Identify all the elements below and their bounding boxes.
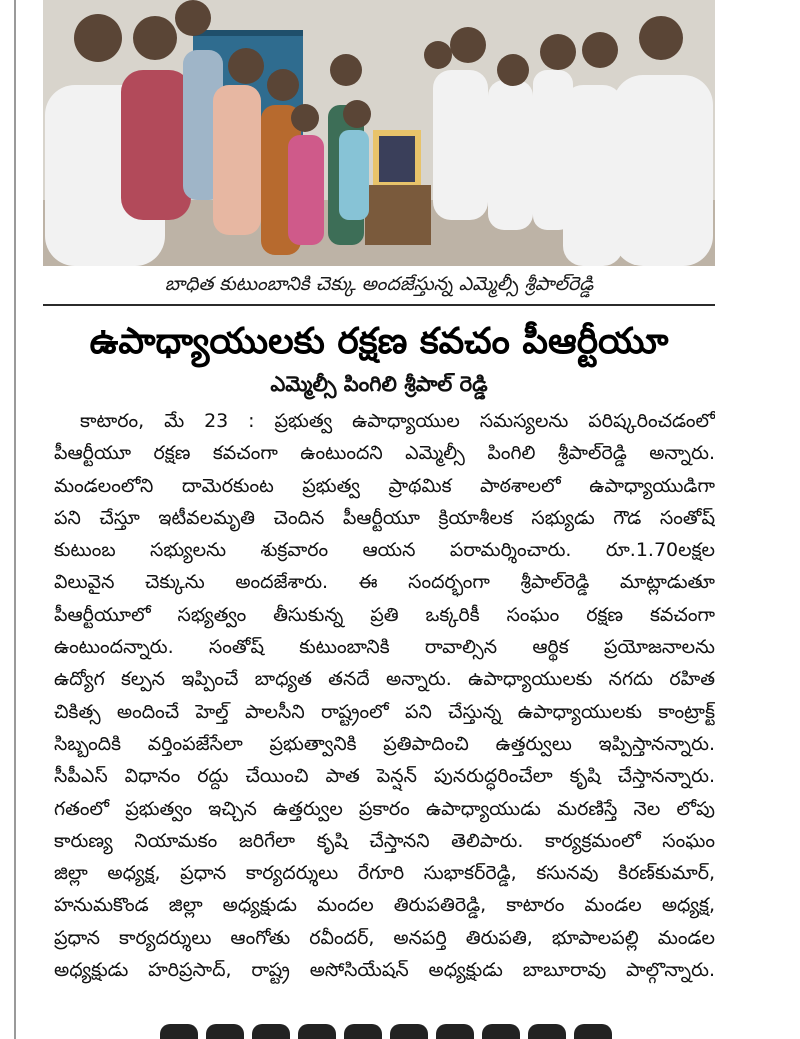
- photo-caption: బాధిత కుటుంబానికి చెక్కు అందజేస్తున్న ఎమ్మెల్సీ శ్రీపాల్‌రెడ్డి: [43, 268, 715, 306]
- article-line: చికిత్స అందించే హెల్త్ పాలసీని రాష్ట్రంలో పని చేస్తున్న ఉపాధ్యాయులకు కాంట్రాక్ట్: [54, 700, 715, 723]
- group-photo-illustration: [43, 0, 715, 266]
- article-line: మండలంలోని దామెరకుంట ప్రభుత్వ ప్రాథమిక పాఠశాలలో ఉపాధ్యాయుడిగా: [54, 474, 715, 497]
- article-line: ప్రధాన కార్యదర్శులు ఆంగోతు రవీందర్, అనపర్తి తిరుపతి, భూపాలపల్లి మండల: [54, 926, 715, 949]
- article-line: గతంలో ప్రభుత్వం ఇచ్చిన ఉత్తర్వుల ప్రకారం ఉపాధ్యాయుడు మరణిస్తే నెల లోపు: [54, 797, 715, 820]
- article-line: ఉంటుందన్నారు. సంతోష్ కుటుంబానికి రావాల్సిన ఆర్థిక ప్రయోజనాలను: [54, 636, 715, 659]
- article-line: సిబ్బందికి వర్తింపజేసేలా ప్రభుత్వానికి ప్రతిపాదించి ఉత్తర్వులు ఇప్పిస్తానన్నారు.: [54, 732, 715, 755]
- article-line: ఉద్యోగ కల్పన ఇప్పించే బాధ్యత తనదే అన్నారు. ఉపాధ్యాయులకు నగదు రహిత: [54, 668, 715, 691]
- article-line: పీఆర్టీయూ రక్షణ కవచంగా ఉంటుందని ఎమ్మెల్సీ పింగిలి శ్రీపాల్‌రెడ్డి అన్నారు.: [54, 442, 715, 465]
- news-photo: [43, 0, 715, 266]
- byline: ఎమ్మెల్సీ పింగిలి శ్రీపాల్ రెడ్డి: [270, 372, 488, 396]
- article-line: జిల్లా అధ్యక్ష, ప్రధాన కార్యదర్శులు రేగూరి సుభాకర్‌రెడ్డి, కసునవు కిరణ్‌కుమార్,: [54, 862, 715, 885]
- article-line: పని చేస్తూ ఇటీవలమృతి చెందిన పీఆర్టీయూ క్రియాశీలక సభ్యుడు గౌడ సంతోష్: [54, 506, 715, 529]
- headline: ఉపాధ్యాయులకు రక్షణ కవచం పీఆర్టీయూ: [89, 321, 669, 362]
- article-line: కుటుంబ సభ్యులను శుక్రవారం ఆయన పరామర్శించారు. రూ.1.70లక్షల: [54, 539, 715, 562]
- article-line: కారుణ్య నియామకం జరిగేలా కృషి చేస్తానని తెలిపారు. కార్యక్రమంలో సంఘం: [54, 829, 715, 852]
- column-rule: [14, 0, 16, 1039]
- article-line: హనుమకొండ జిల్లా అధ్యక్షుడు మందల తిరుపతిరెడ్డి, కాటారం మండల అధ్యక్ష,: [54, 894, 715, 917]
- article-line: పీఆర్టీయూలో సభ్యత్వం తీసుకున్న ప్రతి ఒక్కరికీ సంఘం రక్షణ కవచంగా: [54, 603, 715, 626]
- article-body: [54, 405, 715, 986]
- article-line: కాటారం, మే 23 : ప్రభుత్వ ఉపాధ్యాయుల సమస్యలను పరిష్కరించడంలో: [80, 410, 715, 432]
- article-line: విలువైన చెక్కును అందజేశారు. ఈ సందర్భంగా శ్రీపాల్‌రెడ్డి మాట్లాడుతూ: [54, 571, 715, 594]
- article-line: సీపీఎస్ విధానం రద్దు చేయించి పాత పెన్షన్ పునరుద్ధరించేలా కృషి చేస్తానన్నారు.: [54, 765, 715, 788]
- article-line: అధ్యక్షుడు హరిప్రసాద్, రాష్ట్ర అసోసియేషన్ అధ్యక్షుడు బాబూరావు పాల్గొన్నారు.: [54, 959, 715, 982]
- next-article-headline-cutoff: [160, 1024, 700, 1039]
